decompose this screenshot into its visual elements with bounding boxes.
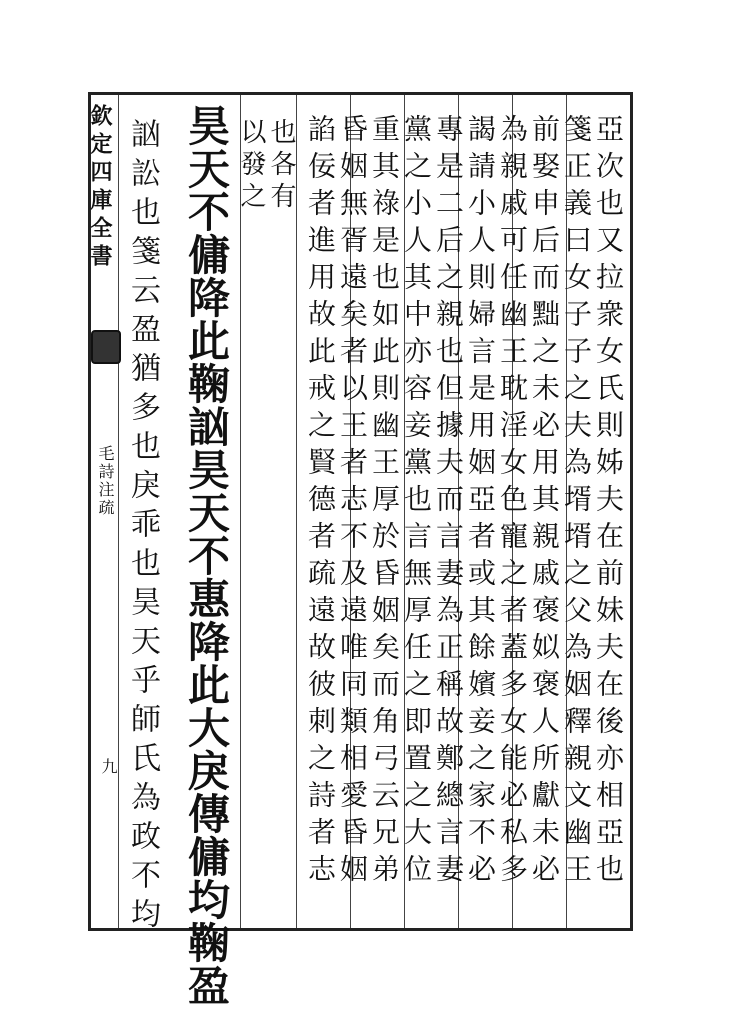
text-column: 黨之小人其中亦容妾黨也言無厚任之即置之大位 — [400, 114, 433, 891]
frame-top-rule — [88, 92, 633, 95]
text-column: 謁請小人則婦言是用姻亞者或其餘嬪妾之家不必 — [464, 114, 497, 891]
frame-right-rule — [630, 92, 633, 931]
text-column: 也各有 — [266, 118, 296, 214]
frame-bottom-rule — [88, 928, 633, 931]
column-rule — [240, 95, 241, 928]
book-title: 欽定四庫全書 — [87, 104, 113, 272]
text-column: 昊天不傭降此鞠訩昊天不惠降此大戾傳傭均鞠盈 — [182, 104, 231, 1007]
text-column: 箋正義曰女子子之夫為壻壻之父為姻釋親文幽王 — [560, 114, 593, 891]
running-head: 毛詩注疏 — [96, 445, 115, 517]
text-column: 以發之 — [236, 118, 266, 214]
page-number: 九 — [99, 758, 118, 774]
text-column: 諂佞者進用故此戒之賢德者疏遠故彼刺之詩者志 — [304, 114, 337, 891]
text-column: 訩訟也箋云盈猶多也戾乖也昊天乎師氏為政不均 — [125, 118, 160, 937]
text-column: 亞次也又拉衆女氏則姊夫在前妹夫在後亦相亞也 — [592, 114, 625, 891]
column-rule — [296, 95, 297, 928]
text-column: 前娶申后而黜之未必用其親戚褒姒褒人所獻未必 — [528, 114, 561, 891]
text-column: 重其祿是也如此則幽王厚於昏姻矣而角弓云兄弟 — [368, 114, 401, 891]
fishtail-mark — [91, 330, 121, 364]
column-rule — [118, 95, 119, 928]
text-column: 為親戚可任幽王耽淫女色寵之者蓋多女能必私多 — [496, 114, 529, 891]
text-column: 專是二后之親也但據夫而言妻為正稱故鄭總言妻 — [432, 114, 465, 891]
text-column: 昏姻無胥遠矣者以王者志不及遠唯同類相愛昏姻 — [336, 114, 369, 891]
